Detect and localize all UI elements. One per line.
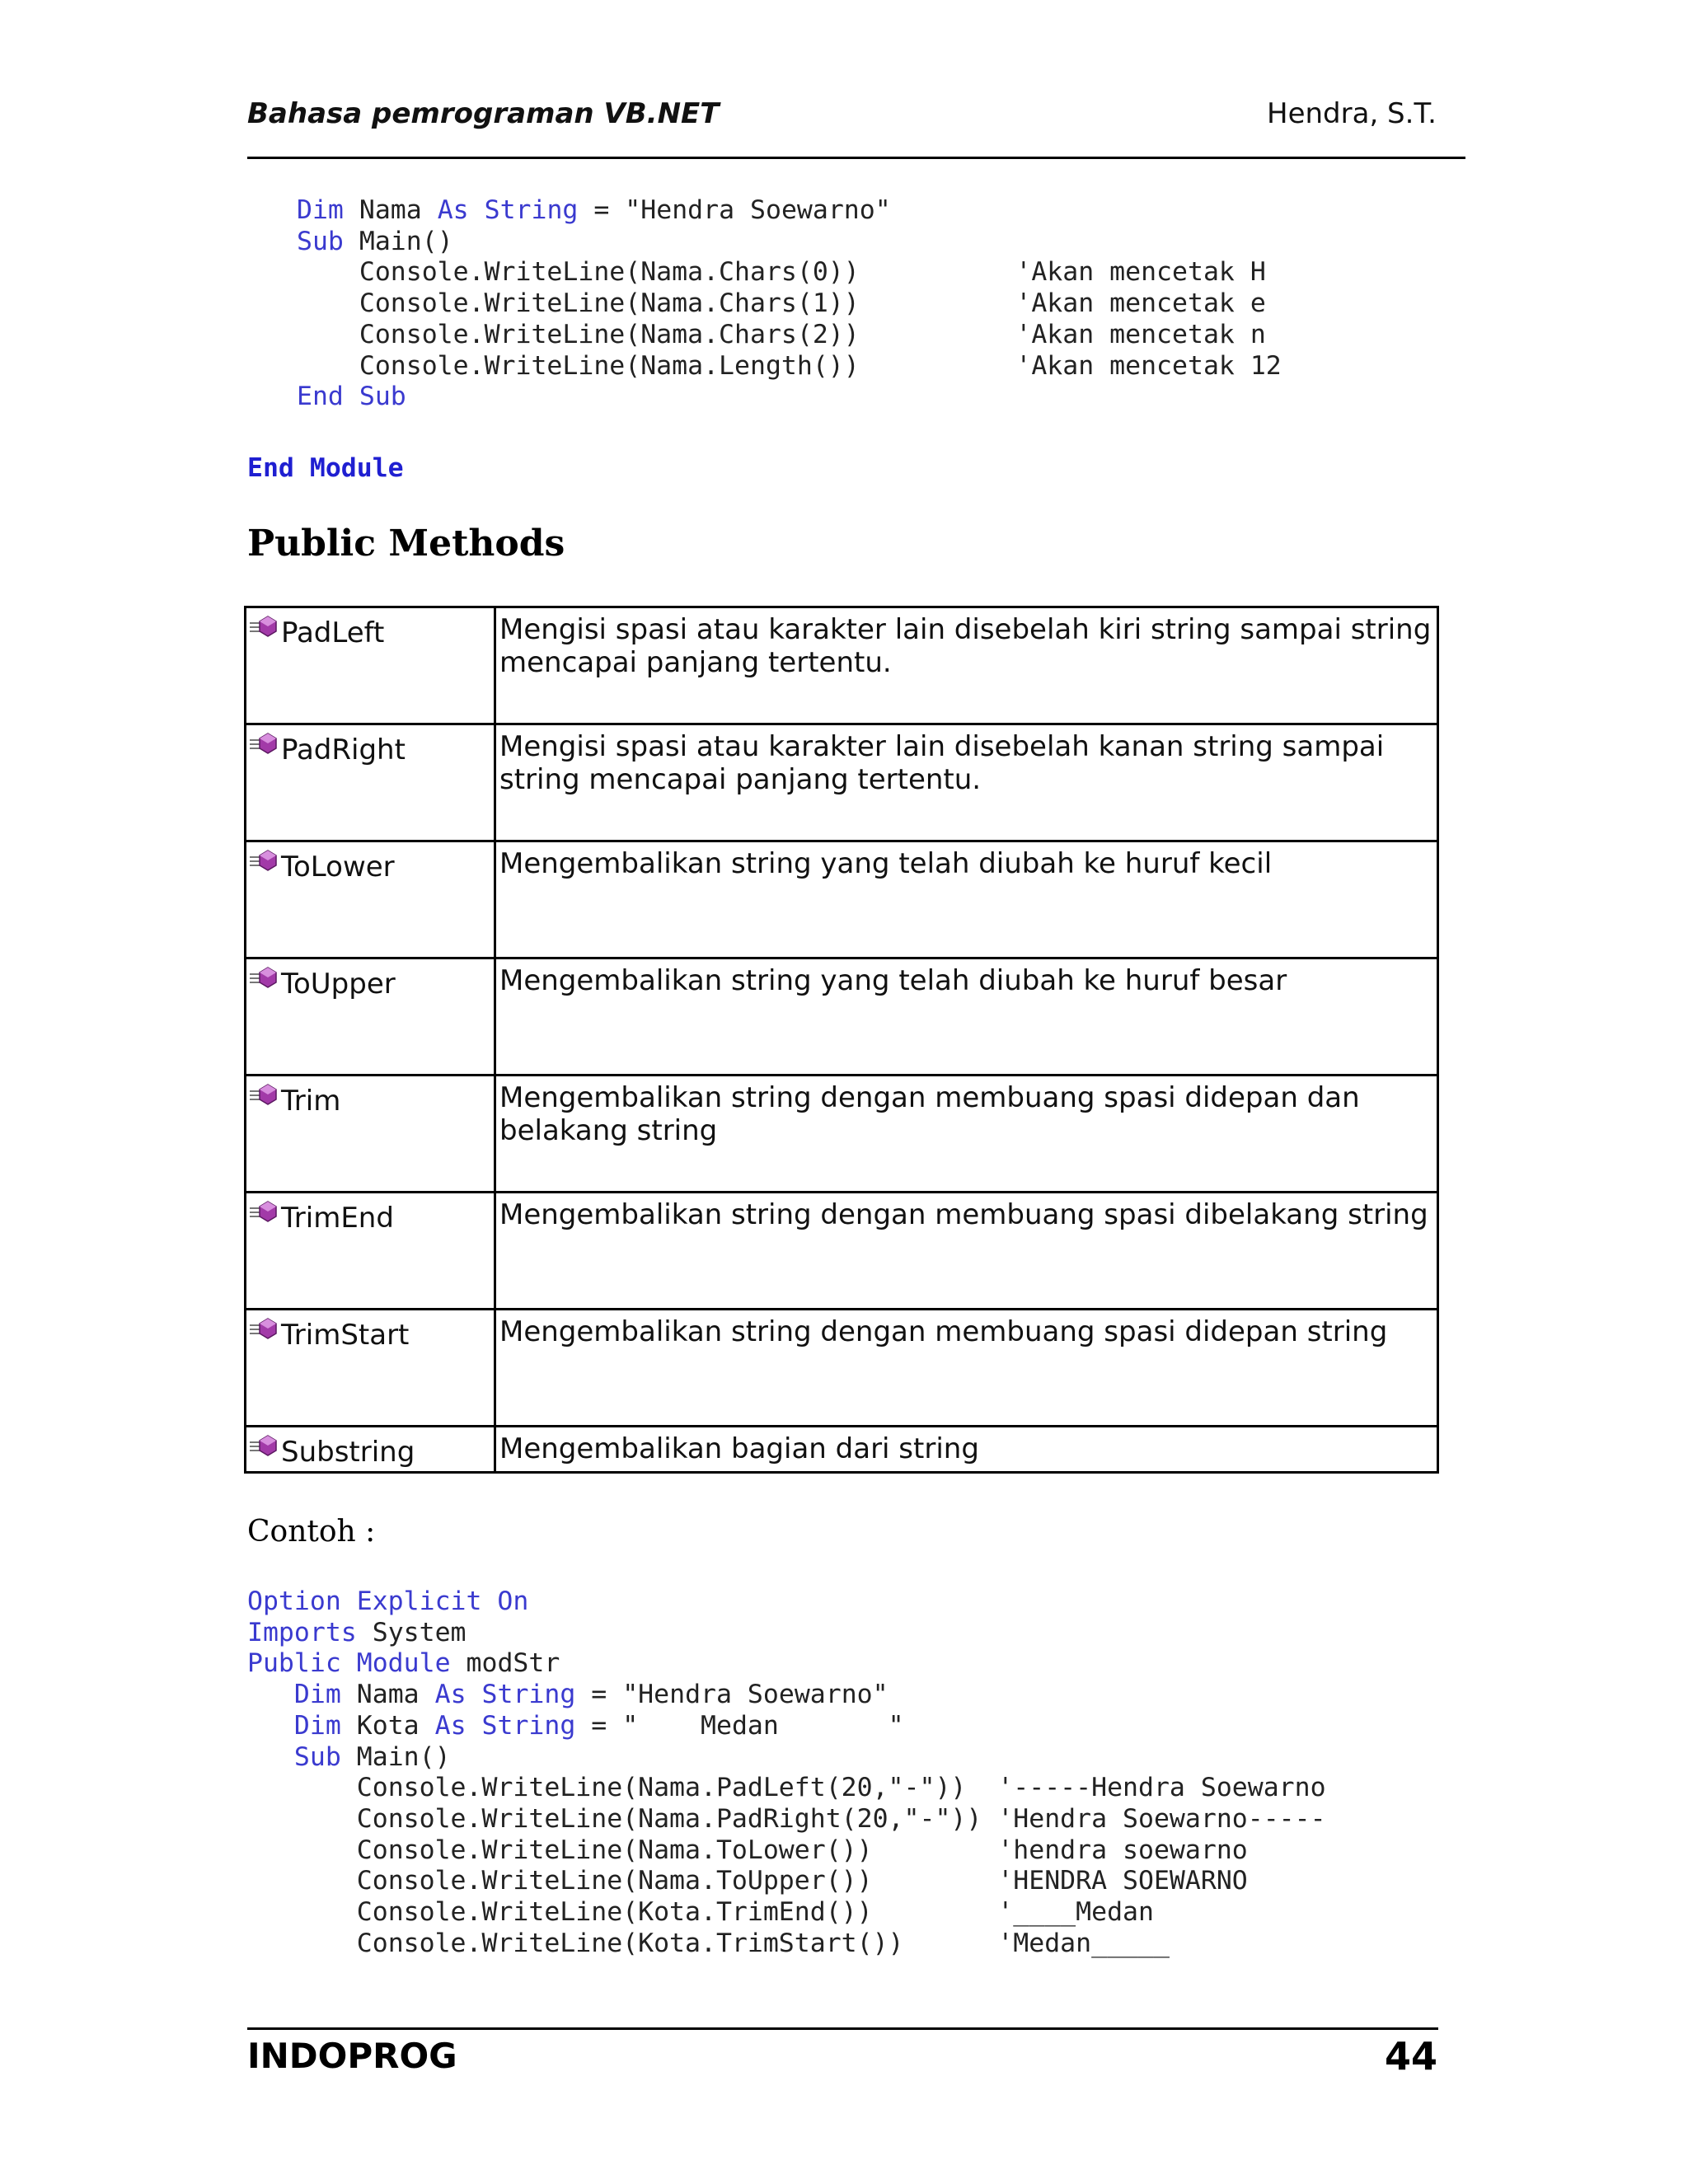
method-desc-cell bbox=[495, 841, 1438, 958]
code-text: = "Hendra Soewarno" bbox=[578, 195, 891, 225]
method-icon bbox=[248, 729, 281, 762]
code-keyword: End Module bbox=[247, 453, 404, 483]
code-keyword: Dim bbox=[293, 1680, 341, 1710]
method-row bbox=[246, 841, 1438, 958]
method-row bbox=[246, 1193, 1438, 1310]
method-name: TrimStart bbox=[281, 1319, 410, 1352]
method-desc-cell bbox=[495, 1076, 1438, 1193]
method-name-cell bbox=[246, 724, 495, 841]
code-end-module bbox=[247, 453, 404, 485]
method-name: ToLower bbox=[281, 851, 395, 883]
method-row bbox=[246, 724, 1438, 841]
code-keyword: Imports bbox=[247, 1617, 357, 1647]
method-description: Mengembalikan string dengan membuang spasi dibelakang string bbox=[499, 1198, 1428, 1231]
method-description: Mengembalikan string yang telah diubah ke huruf besar bbox=[499, 964, 1287, 997]
code-keyword: String bbox=[484, 195, 579, 225]
method-row bbox=[246, 1427, 1438, 1473]
code-text: System bbox=[356, 1617, 467, 1647]
code-keyword: As bbox=[434, 1680, 467, 1710]
methods-table bbox=[244, 606, 1439, 1474]
method-row bbox=[246, 607, 1438, 724]
footer-brand: INDOPROG bbox=[247, 2036, 457, 2076]
method-name-cell bbox=[246, 1193, 495, 1310]
code-block-example bbox=[247, 1586, 1326, 1959]
code-keyword: String bbox=[481, 1710, 576, 1741]
code-text: Kota bbox=[340, 1710, 435, 1741]
code-block-top bbox=[297, 195, 1282, 413]
code-line: Console.WriteLine(Nama.Chars(1)) 'Akan mencetak e bbox=[359, 288, 1266, 319]
method-name-cell bbox=[246, 841, 495, 958]
method-desc-cell bbox=[495, 958, 1438, 1076]
header-title: Bahasa pemrograman VB.NET bbox=[247, 97, 720, 130]
code-text: = "Hendra Soewarno" bbox=[575, 1680, 889, 1710]
method-name: Substring bbox=[281, 1436, 415, 1469]
code-line: Console.WriteLine(Nama.ToUpper()) 'HENDRA SOEWARNO bbox=[356, 1866, 1248, 1896]
code-keyword: Dim bbox=[297, 195, 344, 225]
header-author: Hendra, S.T. bbox=[1267, 97, 1437, 130]
method-name: ToUpper bbox=[281, 968, 396, 1001]
method-row bbox=[246, 1076, 1438, 1193]
code-text: Main() bbox=[340, 1741, 451, 1772]
code-line: Console.WriteLine(Nama.Chars(2)) 'Akan mencetak n bbox=[359, 319, 1266, 349]
method-icon bbox=[248, 846, 281, 879]
code-line: Console.WriteLine(Nama.PadLeft(20,"-")) '-----Hendra Soewarno bbox=[356, 1773, 1326, 1803]
method-name: PadRight bbox=[281, 733, 406, 766]
method-icon bbox=[248, 612, 281, 644]
header-divider bbox=[247, 157, 1465, 159]
method-desc-cell bbox=[495, 1193, 1438, 1310]
method-row bbox=[246, 958, 1438, 1076]
code-keyword: As bbox=[437, 195, 469, 225]
code-keyword: Sub bbox=[297, 226, 344, 256]
method-desc-cell bbox=[495, 1310, 1438, 1427]
method-icon bbox=[248, 1197, 281, 1230]
method-description: Mengembalikan string yang telah diubah ke huruf kecil bbox=[499, 847, 1273, 880]
method-name: Trim bbox=[281, 1085, 341, 1118]
method-description: Mengisi spasi atau karakter lain disebelah kanan string sampai string mencapai panjang tertentu. bbox=[499, 730, 1385, 796]
code-line: Console.WriteLine(Nama.Chars(0)) 'Akan mencetak H bbox=[359, 257, 1266, 288]
method-name-cell bbox=[246, 1427, 495, 1473]
footer-divider bbox=[247, 2027, 1438, 2030]
code-keyword: Sub bbox=[293, 1741, 341, 1772]
method-icon bbox=[248, 1431, 281, 1464]
example-label: Contoh : bbox=[247, 1515, 376, 1549]
code-text: Nama bbox=[340, 1680, 435, 1710]
section-title: Public Methods bbox=[247, 523, 565, 565]
method-description: Mengembalikan bagian dari string bbox=[499, 1432, 979, 1465]
method-description: Mengembalikan string dengan membuang spasi didepan string bbox=[499, 1315, 1388, 1348]
code-text: Nama bbox=[343, 195, 438, 225]
page-number: 44 bbox=[1384, 2034, 1437, 2079]
method-description: Mengembalikan string dengan membuang spasi didepan dan belakang string bbox=[499, 1081, 1360, 1147]
code-keyword: Option Explicit On bbox=[247, 1586, 529, 1616]
code-keyword: Public Module bbox=[247, 1648, 451, 1679]
method-row bbox=[246, 1310, 1438, 1427]
method-name-cell bbox=[246, 1076, 495, 1193]
method-name: PadLeft bbox=[281, 616, 385, 649]
code-keyword: As bbox=[434, 1710, 467, 1741]
method-name: TrimEnd bbox=[281, 1202, 394, 1235]
code-line: Console.WriteLine(Kota.TrimEnd()) '____Medan bbox=[356, 1897, 1154, 1928]
code-keyword: Dim bbox=[293, 1710, 341, 1741]
method-desc-cell bbox=[495, 607, 1438, 724]
code-line: Console.WriteLine(Kota.TrimStart()) 'Medan_____ bbox=[356, 1928, 1170, 1958]
code-line: Console.WriteLine(Nama.Length()) 'Akan mencetak 12 bbox=[359, 350, 1282, 381]
method-icon bbox=[248, 1314, 281, 1347]
method-icon bbox=[248, 1080, 281, 1113]
method-name-cell bbox=[246, 958, 495, 1076]
method-icon bbox=[248, 963, 281, 996]
code-text: = " Medan " bbox=[575, 1710, 904, 1741]
method-desc-cell bbox=[495, 1427, 1438, 1473]
method-name-cell bbox=[246, 1310, 495, 1427]
code-line: Console.WriteLine(Nama.PadRight(20,"-")) 'Hendra Soewarno----- bbox=[356, 1803, 1326, 1834]
method-description: Mengisi spasi atau karakter lain disebelah kiri string sampai string mencapai panjang tertentu. bbox=[499, 613, 1432, 679]
method-name-cell bbox=[246, 607, 495, 724]
code-text: modStr bbox=[450, 1648, 560, 1679]
code-text: Main() bbox=[343, 226, 453, 256]
code-keyword: End Sub bbox=[297, 382, 406, 412]
code-line: Console.WriteLine(Nama.ToLower()) 'hendra soewarno bbox=[356, 1835, 1248, 1865]
method-desc-cell bbox=[495, 724, 1438, 841]
code-keyword: String bbox=[481, 1680, 576, 1710]
